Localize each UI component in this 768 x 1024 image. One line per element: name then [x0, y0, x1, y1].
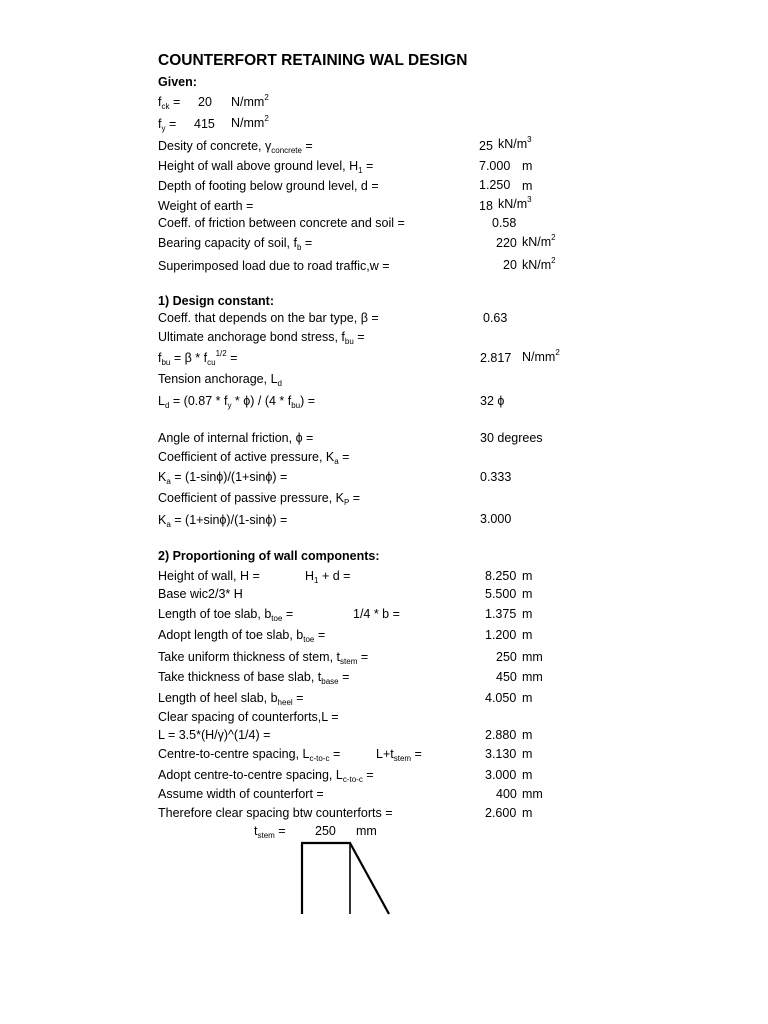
- base-thickness-unit: mm: [522, 670, 543, 684]
- counterfort-width-value: 400: [496, 787, 517, 801]
- adopt-toe-unit: m: [522, 628, 533, 642]
- earth-unit: $kN/m^3$: [498, 195, 532, 211]
- beta-label: Coeff. that depends on the bar type, β =: [158, 311, 379, 325]
- height-label: Height of wall above ground level, $H_1$ =: [158, 159, 374, 175]
- tstem-value: 250: [315, 824, 336, 838]
- base-thickness-label: Take thickness of base slab, $t_{base}$ =: [158, 670, 350, 686]
- cc-spacing-unit: m: [522, 747, 533, 761]
- fbu-value: 2.817: [480, 351, 512, 365]
- cc-spacing-value: 3.130: [485, 747, 517, 761]
- toe-formula: 1/4 * b =: [353, 607, 400, 621]
- passive-pressure-label: Coefficient of passive pressure, $K_P$ =: [158, 491, 361, 507]
- friction-label: Coeff. of friction between concrete and soil =: [158, 216, 405, 230]
- counterfort-width-label: Assume width of counterfort =: [158, 787, 324, 801]
- earth-label: Weight of earth =: [158, 199, 254, 213]
- active-pressure-label: Coefficient of active pressure, $K_a$ =: [158, 450, 350, 466]
- stem-thickness-label: Take uniform thickness of stem, $t_{stem}$ =: [158, 650, 369, 666]
- density-unit: $kN/m^3$: [498, 135, 532, 151]
- page-title: COUNTERFORT RETAINING WAL DESIGN: [158, 52, 468, 69]
- cc-spacing-label: Centre-to-centre spacing, $L_{c-to-c}$ =: [158, 747, 341, 763]
- ld-formula: $L_d = (0.87 * f_y * \phi) / (4 * f_{bu})$ =: [158, 394, 316, 410]
- traffic-label: Superimposed load due to road traffic,w =: [158, 259, 390, 273]
- given-heading: Given:: [158, 75, 197, 89]
- fbu-unit: $N/mm^2$: [522, 348, 560, 364]
- bearing-value: 220: [496, 236, 517, 250]
- base-width-label: Base wic2/3* H: [158, 587, 243, 601]
- height-value: 7.000: [479, 159, 511, 173]
- kp-value: 3.000: [480, 512, 512, 526]
- heel-value: 4.050: [485, 691, 517, 705]
- ka-value: 0.333: [480, 470, 512, 484]
- bond-label: Ultimate anchorage bond stress, $f_{bu}$ =: [158, 330, 365, 346]
- clear-btw-unit: m: [522, 806, 533, 820]
- adopt-cc-value: 3.000: [485, 768, 517, 782]
- base-thickness-value: 450: [496, 670, 517, 684]
- traffic-unit: $kN/m^2$: [522, 256, 556, 272]
- tstem-unit: mm: [356, 824, 377, 838]
- fck-label: $f_{ck}$ =: [158, 95, 181, 111]
- clear-btw-value: 2.600: [485, 806, 517, 820]
- tstem-label: $t_{stem}$ =: [254, 824, 286, 840]
- heel-label: Length of heel slab, $b_{heel}$ =: [158, 691, 304, 707]
- section2-heading: 2) Proportioning of wall components:: [158, 549, 380, 563]
- clear-spacing-label: Clear spacing of counterforts,L =: [158, 710, 339, 724]
- density-value: 25: [479, 139, 493, 153]
- ld-value: 32 ϕ: [480, 394, 505, 408]
- friction-value: 0.58: [492, 216, 517, 230]
- stem-thickness-unit: mm: [522, 650, 543, 664]
- base-width-value: 5.500: [485, 587, 517, 601]
- toe-value: 1.375: [485, 607, 517, 621]
- ka-formula: $K_a = (1-\sin\phi)/(1+\sin\phi)$ =: [158, 470, 288, 486]
- fy-label: $f_y$ =: [158, 117, 177, 133]
- wall-height-label: Height of wall, H =: [158, 569, 260, 583]
- fck-unit: $N/mm^2$: [231, 93, 269, 109]
- wall-height-formula: $H_1 + d$ =: [305, 569, 351, 585]
- stem-thickness-value: 250: [496, 650, 517, 664]
- adopt-cc-label: Adopt centre-to-centre spacing, $L_{c-to-c}$ =: [158, 768, 374, 784]
- height-unit: m: [522, 159, 533, 173]
- fy-value: 415: [194, 117, 215, 131]
- toe-unit: m: [522, 607, 533, 621]
- bearing-label: Bearing capacity of soil, $f_b$ =: [158, 236, 313, 252]
- l-unit: m: [522, 728, 533, 742]
- bearing-unit: $kN/m^2$: [522, 233, 556, 249]
- section1-heading: 1) Design constant:: [158, 294, 274, 308]
- adopt-toe-label: Adopt length of toe slab, $b_{toe}$ =: [158, 628, 326, 644]
- earth-value: 18: [479, 199, 493, 213]
- depth-label: Depth of footing below ground level, d =: [158, 179, 379, 193]
- kp-formula: $K_a = (1+\sin\phi)/(1-\sin\phi)$ =: [158, 513, 288, 529]
- wall-section-drawing: [298, 840, 398, 920]
- fck-value: 20: [198, 95, 212, 109]
- l-formula: L = 3.5*(H/γ)^(1/4) =: [158, 728, 271, 742]
- phi-label: Angle of internal friction, ϕ =: [158, 431, 314, 445]
- tension-label: Tension anchorage, $L_d$: [158, 372, 282, 388]
- depth-value: 1.250: [479, 178, 511, 192]
- counterfort-width-unit: mm: [522, 787, 543, 801]
- toe-label: Length of toe slab, $b_{toe}$ =: [158, 607, 294, 623]
- heel-unit: m: [522, 691, 533, 705]
- l-value: 2.880: [485, 728, 517, 742]
- adopt-toe-value: 1.200: [485, 628, 517, 642]
- beta-value: 0.63: [483, 311, 508, 325]
- traffic-value: 20: [503, 258, 517, 272]
- phi-value: 30 degrees: [480, 431, 543, 445]
- cc-spacing-formula: $L+t_{stem}$ =: [376, 747, 422, 763]
- fbu-formula: $f_{bu} = \beta * f_{cu}^{1/2}$ =: [158, 349, 238, 367]
- wall-height-unit: m: [522, 569, 533, 583]
- wall-height-value: 8.250: [485, 569, 517, 583]
- adopt-cc-unit: m: [522, 768, 533, 782]
- depth-unit: m: [522, 179, 533, 193]
- density-label: Desity of concrete, $\gamma_{concrete}$ =: [158, 139, 313, 155]
- fy-unit: $N/mm^2$: [231, 114, 269, 130]
- counterfort-slope-line: [350, 843, 389, 914]
- base-width-unit: m: [522, 587, 533, 601]
- clear-btw-label: Therefore clear spacing btw counterforts =: [158, 806, 393, 820]
